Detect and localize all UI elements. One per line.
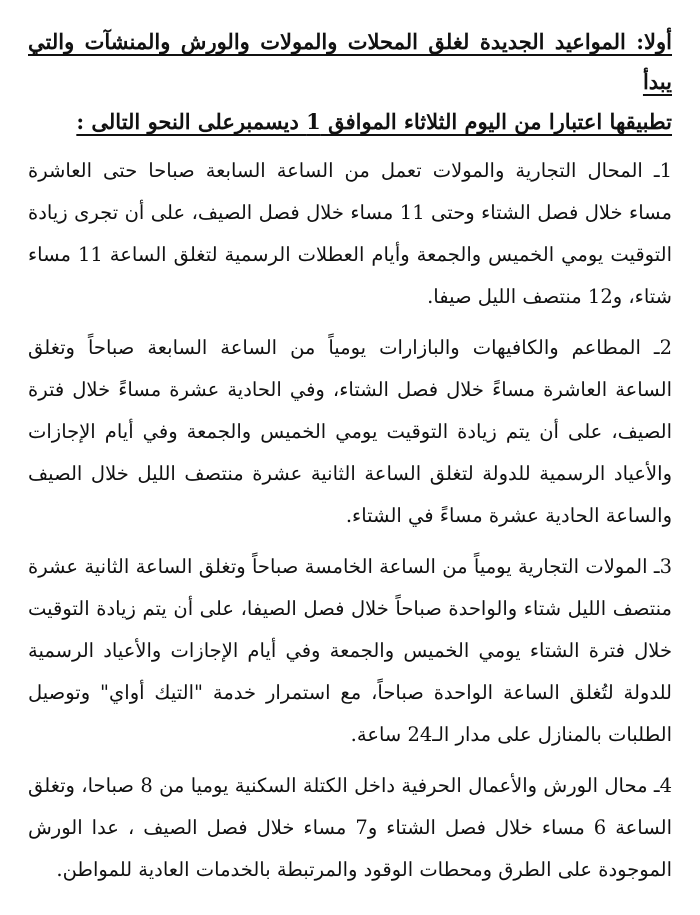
item-2-paragraph: 2ـ المطاعم والكافيهات والبازارات يومياً من الساعة السابعة صباحاً وتغلق الساعة العاشرة مساءً خلال فصل الشتاء، وفي الحادية عشرة مساءً خلال فترة الصيف، على أن يتم زيادة التوقيت يومي الخميس والجمعة وفي أيام الإجازات والأعياد الرسمية للدولة لتغلق الساعة الثانية عشرة منتصف الليل خلال الصيف والساعة الحادية عشرة مساءً في الشتاء.: [28, 336, 672, 527]
item-3-paragraph: 3ـ المولات التجارية يومياً من الساعة الخامسة صباحاً وتغلق الساعة الثانية عشرة منتصف الليل شتاء والواحدة صباحاً خلال فصل الصيفا، على أن يتم زيادة التوقيت خلال فترة الشتاء يومي الخميس والجمعة وفي أيام الإجازات والأعياد الرسمية للدولة لتُغلق الساعة الواحدة صباحاً، مع استمرار خدمة "التيك أواي" وتوصيل الطلبات بالمنازل على مدار الـ24 ساعة.: [28, 555, 672, 746]
heading-line-1: أولا: المواعيد الجديدة لغلق المحلات والمولات والورش والمنشآت والتي يبدأ: [28, 29, 672, 94]
heading-line-2: تطبيقها اعتبارا من اليوم الثلاثاء الموافق 1 ديسمبرعلى النحو التالى :: [76, 109, 672, 134]
item-1-paragraph: 1ـ المحال التجارية والمولات تعمل من الساعة السابعة صباحا حتى العاشرة مساء خلال فصل الشتاء وحتى 11 مساء خلال فصل الصيف، على أن تجرى زيادة التوقيت يومي الخميس والجمعة وأيام العطلات الرسمية لتغلق الساعة 11 مساء شتاء، و12 منتصف الليل صيفا.: [28, 159, 672, 308]
item-4-paragraph: 4ـ محال الورش والأعمال الحرفية داخل الكتلة السكنية يوميا من 8 صباحا، وتغلق الساعة 6 مساء خلال فصل الشتاء و7 مساء خلال فصل الصيف ، عدا الورش الموجودة على الطرق ومحطات الوقود والمرتبطة بالخدمات العادية للمواطن.: [28, 774, 673, 881]
section-heading: [28, 22, 672, 142]
